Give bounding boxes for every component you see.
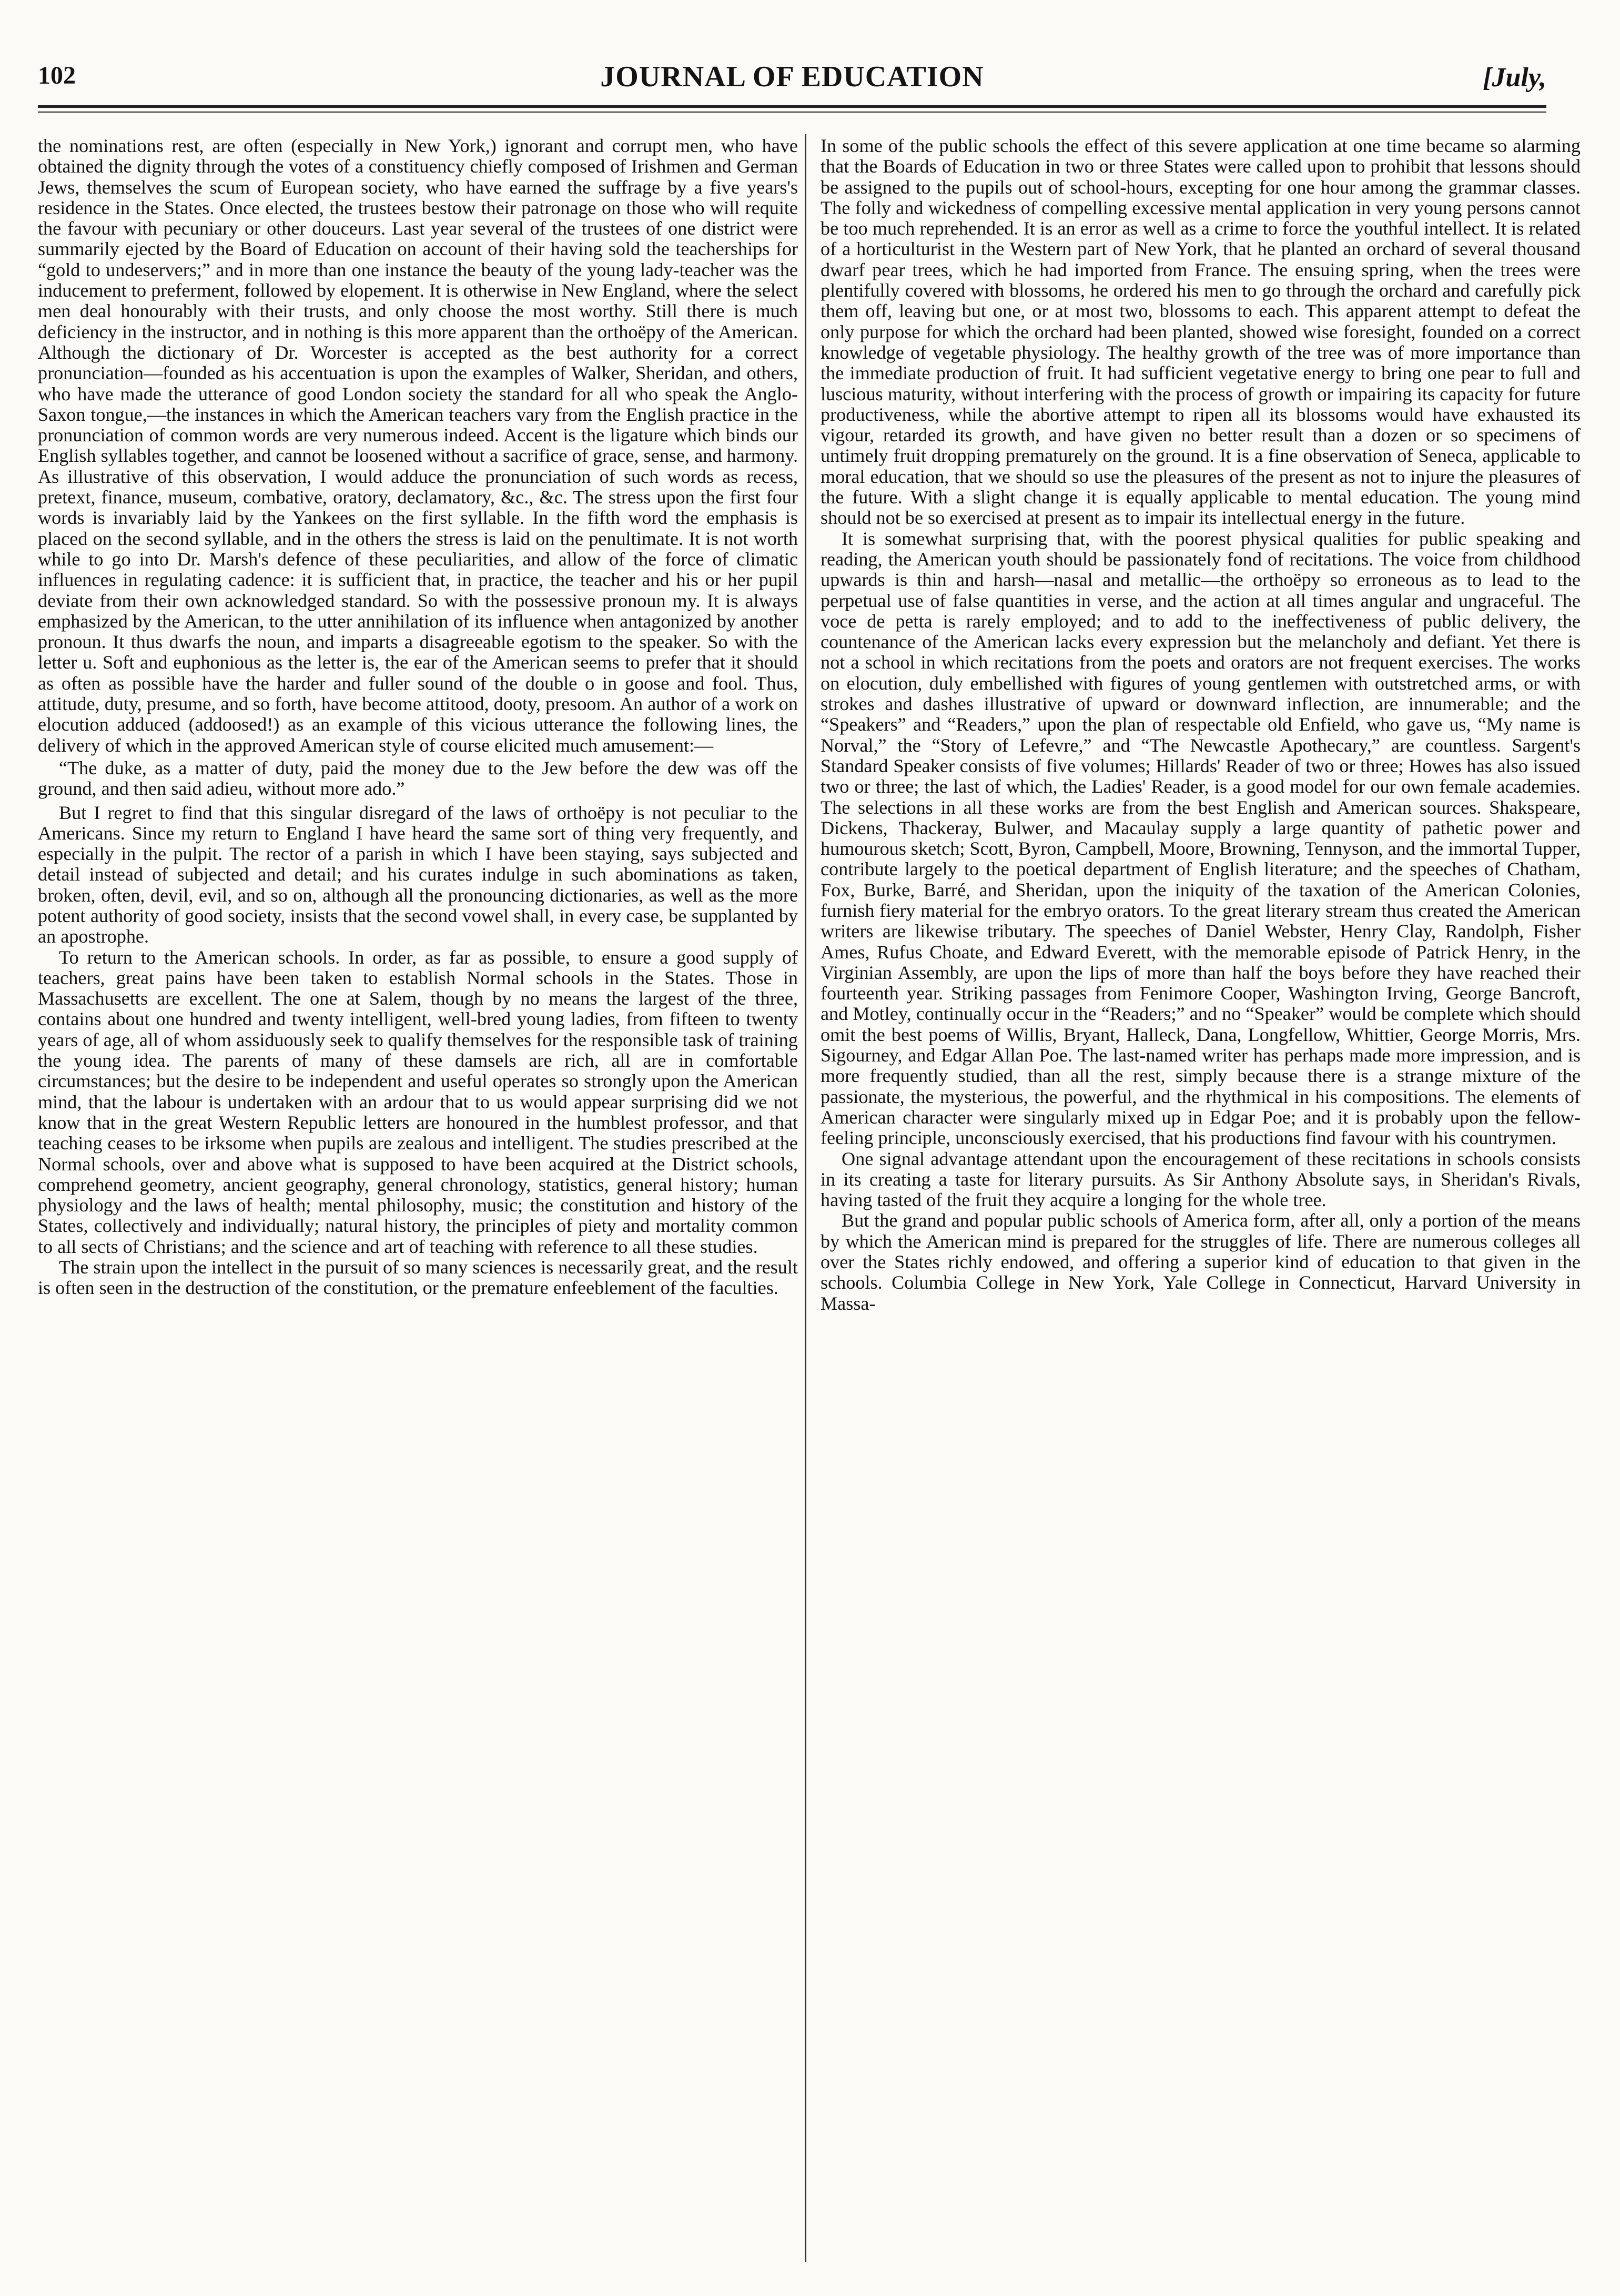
column-divider <box>805 134 806 2262</box>
left-quotation: “The duke, as a matter of duty, paid the money due to the Jew before the dew was off the ground, and then said adieu, without more ado.” <box>38 757 798 800</box>
left-paragraph-4: The strain upon the intellect in the pursuit of so many sciences is necessarily great, and the result is often seen in the destruction of the constitution, or the premature enfeeblement of the faculties. <box>38 1257 798 1299</box>
header-rule-thin <box>38 112 1546 113</box>
right-paragraph-4: But the grand and popular public schools of America form, after all, only a portion of the means by which the American mind is prepared for the struggles of life. There are numerous colleges all over the States richly endowed, and offering a superior kind of education to that given in the schools. Columbia College in New York, Yale College in Connecticut, Harvard University in Massa- <box>821 1210 1581 1314</box>
running-header <box>38 57 1546 104</box>
right-column <box>821 136 1581 2261</box>
left-column <box>38 136 798 2261</box>
running-month: [July, <box>1483 63 1546 93</box>
left-paragraph-3: To return to the American schools. In order, as far as possible, to ensure a good supply of teachers, great pains have been taken to establish Normal schools in the States. Those in Massachusetts are excellent. The one at Salem, though by no means the largest of the three, contains about one hundred and twenty intelligent, well-bred young ladies, from fifteen to twenty years of age, all of whom assiduously seek to qualify themselves for the responsible task of training the young idea. The parents of many of these damsels are rich, all are in comfortable circumstances; but the desire to be independent and useful operates so strongly upon the American mind, that the labour is undertaken with an ardour that to us would appear surprising did we not know that in the great Western Republic letters are honoured in the humblest professor, and that teaching ceases to be irksome when pupils are zealous and intelligent. The studies prescribed at the Normal schools, over and above what is supposed to have been acquired at the District schools, comprehend geometry, ancient geography, general chronology, statistics, general history; human physiology and the laws of health; mental philosophy, music; the constitution and history of the States, collectively and individually; natural history, the principles of piety and mortality common to all sects of Christians; and the science and art of teaching with reference to all these studies. <box>38 946 798 1257</box>
header-rule <box>38 105 1546 108</box>
left-paragraph-2: But I regret to find that this singular disregard of the laws of orthoëpy is not peculiar to the Americans. Since my return to England I have heard the same sort of thing very frequently, and especially in the pulpit. The rector of a parish in which I have been staying, says subjected and detail instead of subjected and detail; and his curates indulge in such abominations as taken, broken, often, devil, evil, and so on, although all the pronouncing dictionaries, as well as the more potent authority of good society, insists that the second vowel shall, in every case, be supplanted by an apostrophe. <box>38 802 798 947</box>
right-paragraph-1: In some of the public schools the effect of this severe application at one time became so alarming that the Boards of Education in two or three States were called upon to prohibit that lessons should be assigned to the pupils out of school-hours, excepting for one hour among the grammar classes. The folly and wickedness of compelling excessive mental application in very young persons cannot be too much reprehended. It is an error as well as a crime to force the youthful intellect. It is related of a horticulturist in the Western part of New York, that he planted an orchard of several thousand dwarf pear trees, which he had imported from France. The ensuing spring, when the trees were plentifully covered with blossoms, he ordered his men to go through the orchard and carefully pick them off, leaving but one, or at most two, blossoms to each. This apparent attempt to defeat the only purpose for which the orchard had been planted, showed wise foresight, founded on a correct knowledge of vegetable physiology. The healthy growth of the tree was of more importance than the immediate production of fruit. It had sufficient vegetative energy to bring one pear to full and luscious maturity, without interfering with the process of growth or impairing its capacity for future productiveness, while the abortive attempt to ripen all its blossoms would have exhausted its vigour, retarded its growth, and have given no better result than a dozen or so specimens of untimely fruit dropping prematurely on the ground. It is a fine observation of Seneca, applicable to moral education, that we should so use the pleasures of the present as not to injure the pleasures of the future. With a slight change it is equally applicable to mental education. The young mind should not be so exercised at present as to impair its intellectual energy in the future. <box>821 136 1581 529</box>
page-number: 102 <box>38 62 76 89</box>
right-paragraph-2: It is somewhat surprising that, with the poorest physical qualities for public speaking and reading, the American youth should be passionately fond of recitations. The voice from childhood upwards is thin and harsh—nasal and metallic—the orthoëpy so erroneous as to lead to the perpetual use of false quantities in verse, and the action at all times angular and ungraceful. The voce de petta is rarely employed; and to add to the ineffectiveness of public delivery, the countenance of the American lacks every expression but the melancholy and defiant. Yet there is not a school in which recitations from the poets and orators are not frequent exercises. The works on elocution, duly embellished with figures of young gentlemen with outstretched arms, or with strokes and dashes illustrative of upward or downward inflection, are innumerable; and the “Speakers” and “Readers,” upon the plan of respectable old Enfield, who gave us, “My name is Norval,” the “Story of Lefevre,” and “The Newcastle Apothecary,” are countless. Sargent's Standard Speaker consists of five volumes; Hillards' Reader of two or three; Howes has also issued two or three; the last of which, the Ladies' Reader, is a good model for our own female academies. The selections in all these works are from the best English and American sources. Shakspeare, Dickens, Thackeray, Bulwer, and Macaulay supply a large quantity of pathetic power and humourous sketch; Scott, Byron, Campbell, Moore, Browning, Tennyson, and the immortal Tupper, contribute largely to the poetical department of English literature; and the speeches of Chatham, Fox, Burke, Barré, and Sheridan, upon the iniquity of the taxation of the American Colonies, furnish fiery material for the embryo orators. To the great literary stream thus created the American writers are likewise tributary. The speeches of Daniel Webster, Henry Clay, Randolph, Fisher Ames, Rufus Choate, and Edward Everett, with the memorable episode of Patrick Henry, in the Virginian Assembly, are upon the lips of more than half the boys before they have reached their fourteenth year. Striking passages from Fenimore Cooper, Washington Irving, George Bancroft, and Motley, continually occur in the “Readers;” and no “Speaker” would be complete which should omit the best poems of Willis, Bryant, Halleck, Dana, Longfellow, Whittier, George Morris, Mrs. Sigourney, and Edgar Allan Poe. The last-named writer has perhaps made more impression, and is more frequently studied, than all the rest, simply because there is a strange mixture of the passionate, the mysterious, the powerful, and the rhythmical in his compositions. The elements of American character were singularly mixed up in Edgar Poe; and it is probably upon the fellow-feeling principle, unconsciously exercised, that his productions find favour with his countrymen. <box>821 528 1581 1149</box>
right-paragraph-3: One signal advantage attendant upon the encouragement of these recitations in schools consists in its creating a taste for literary pursuits. As Sir Anthony Absolute says, in Sheridan's Rivals, having tasted of the fruit they acquire a longing for the whole tree. <box>821 1148 1581 1211</box>
journal-title: JOURNAL OF EDUCATION <box>600 60 984 93</box>
left-paragraph-1: the nominations rest, are often (especially in New York,) ignorant and corrupt men, who have obtained the dignity through the votes of a constituency chiefly composed of Irishmen and German Jews, themselves the scum of European society, who have earned the suffrage by a five years's residence in the States. Once elected, the trustees bestow their patronage on those who will requite the favour with pecuniary or other douceurs. Last year several of the trustees of one district were summarily ejected by the Board of Education on account of their having sold the teacherships for “gold to undeservers;” and in more than one instance the beauty of the young lady-teacher was the inducement to preferment, followed by elopement. It is otherwise in New England, where the select men deal honourably with their trusts, and only choose the most worthy. Still there is much deficiency in the instructor, and in nothing is this more apparent than the orthoëpy of the American. Although the dictionary of Dr. Worcester is accepted as the best authority for a correct pronunciation—founded as his accentuation is upon the examples of Walker, Sheridan, and others, who have made the utterance of good London society the standard for all who speak the Anglo-Saxon tongue,—the instances in which the American teachers vary from the English practice in the pronunciation of common words are very numerous indeed. Accent is the ligature which binds our English syllables together, and cannot be loosened without a sacrifice of grace, sense, and harmony. As illustrative of this observation, I would adduce the pronunciation of such words as recess, pretext, finance, museum, combative, oratory, declamatory, &c., &c. The stress upon the first four words is invariably laid by the Yankees on the first syllable. In the fifth word the emphasis is placed on the second syllable, and in the others the stress is laid on the penultimate. It is not worth while to go into Dr. Marsh's defence of these peculiarities, and allow of the force of climatic influences in regulating cadence: it is sufficient that, in practice, the teacher and his or her pupil deviate from their own acknowledged standard. So with the possessive pronoun my. It is always emphasized by the American, to the utter annihilation of its influence when antagonized by another pronoun. It thus dwarfs the noun, and imparts a disagreeable egotism to the speaker. So with the letter u. Soft and euphonious as the letter is, the ear of the American seems to prefer that it should as often as possible have the harder and fuller sound of the double o in goose and fool. Thus, attitude, duty, presume, and so forth, have become attitood, dooty, presoom. An author of a work on elocution adduced (addoosed!) as an example of this vicious utterance the following lines, the delivery of which in the approved American style of course elicited much amusement:— <box>38 136 798 756</box>
